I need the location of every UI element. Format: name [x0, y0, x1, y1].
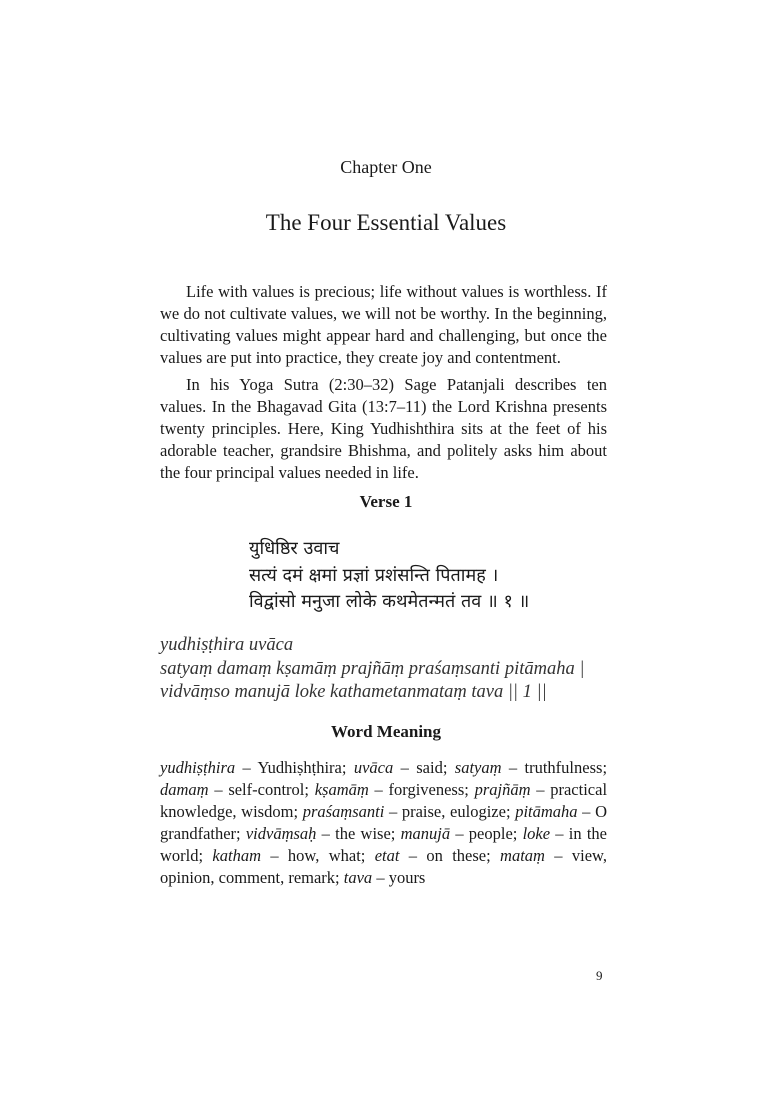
sanskrit-term: prajñāṃ [474, 780, 531, 799]
term-meaning: forgiveness [388, 780, 465, 799]
sanskrit-term: pitāmaha [515, 802, 578, 821]
term-meaning: in the world [160, 824, 607, 865]
word-meaning-entry: tava – yours [343, 868, 426, 887]
term-meaning: practical knowledge, wisdom [160, 780, 608, 821]
paragraph-2: In his Yoga Sutra (2:30–32) Sage Patanjali describes ten values. In the Bhagavad Gita (13:7–11) the Lord Krishna presents twenty principles. Here, King Yudhishthira sits at the feet of his adorable teacher, grandsire Bhishma, and politely asks him about the four principal values needed in life. [160, 375, 607, 482]
sanskrit-term: vidvāṃsaḥ [245, 824, 317, 843]
chapter-label: Chapter One [340, 157, 432, 177]
word-meaning-entry: satyaṃ – truthfulness; [454, 758, 608, 777]
term-meaning: on these [426, 846, 487, 865]
sanskrit-term: yudhiṣṭhira [160, 758, 236, 777]
word-meaning-entry: damaṃ – self-control; [160, 780, 315, 799]
transliteration-line: vidvāṃso manujā loke kathametanmataṃ tava || 1 || [160, 682, 547, 702]
sanskrit-term: kṣamāṃ [314, 780, 369, 799]
word-meaning-entry: mataṃ – view, opinion, comment, remark; [160, 846, 608, 887]
word-meaning-entry: manujā – people; [400, 824, 523, 843]
sanskrit-term: uvāca [353, 758, 394, 777]
term-meaning: yours [388, 868, 426, 887]
term-meaning: view, opinion, comment, remark [160, 846, 608, 887]
sanskrit-term: katham [212, 846, 261, 865]
term-meaning: Yudhiṣhṭhira [257, 758, 342, 777]
sanskrit-line: सत्यं दमं क्षमां प्रज्ञां प्रशंसन्ति पितामह । [249, 564, 499, 586]
sanskrit-term: loke [522, 824, 551, 843]
page-number: 9 [596, 968, 603, 983]
word-meaning-list [160, 757, 607, 889]
word-meaning-entry: pitāmaha – O grandfather; [160, 802, 608, 843]
term-meaning: truthfulness [524, 758, 603, 777]
transliteration [160, 634, 584, 705]
term-meaning: praise, eulogize [401, 802, 506, 821]
word-meaning-entry: loke – in the world; [160, 824, 607, 865]
chapter-title: The Four Essential Values [265, 210, 507, 235]
term-meaning: the wise [335, 824, 391, 843]
sanskrit-term: tava [343, 868, 373, 887]
sanskrit-line: विद्वांसो मनुजा लोके कथमेतन्मतं तव ॥ १ ॥ [249, 591, 530, 612]
word-meaning-entry: etat – on these; [374, 846, 501, 865]
sanskrit-term: etat [374, 846, 400, 865]
sanskrit-term: satyaṃ [454, 758, 502, 777]
term-meaning: self-control [228, 780, 305, 799]
word-meaning-entry: prajñāṃ – practical knowledge, wisdom; [160, 780, 608, 821]
sanskrit-term: praśaṃsanti [302, 802, 385, 821]
word-meaning-entry: vidvāṃsaḥ – the wise; [245, 824, 401, 843]
word-meaning-entry: kṣamāṃ – forgiveness; [314, 780, 475, 799]
word-meaning-entry: uvāca – said; [353, 758, 455, 777]
transliteration-line: yudhiṣṭhira uvāca [160, 635, 294, 655]
word-meaning-entry: katham – how, what; [212, 846, 375, 865]
term-meaning: O grandfather [160, 802, 608, 843]
sanskrit-term: manujā [400, 824, 451, 843]
verse-heading: Verse 1 [359, 492, 413, 511]
term-meaning: how, what [287, 846, 361, 865]
word-meaning-entry: praśaṃsanti – praise, eulogize; [302, 802, 516, 821]
word-meaning-heading: Word Meaning [330, 722, 442, 741]
sanskrit-term: mataṃ [500, 846, 545, 865]
transliteration-line: satyaṃ damaṃ kṣamāṃ prajñāṃ praśaṃsanti pitāmaha | [160, 658, 585, 679]
word-meaning-entry: yudhiṣṭhira – Yudhiṣhṭhira; [160, 758, 354, 777]
sanskrit-line: युधिष्ठिर उवाच [249, 538, 340, 559]
term-meaning: people [468, 824, 513, 843]
paragraph-1: Life with values is precious; life without values is worthless. If we do not cultivate values, we will not be worthy. In the beginning, cultivating values might appear hard and challenging, but once the values are put into practice, they create joy and contentment. [160, 282, 607, 367]
term-meaning: said [416, 758, 443, 777]
sanskrit-verse [249, 536, 529, 616]
sanskrit-term: damaṃ [160, 780, 209, 799]
